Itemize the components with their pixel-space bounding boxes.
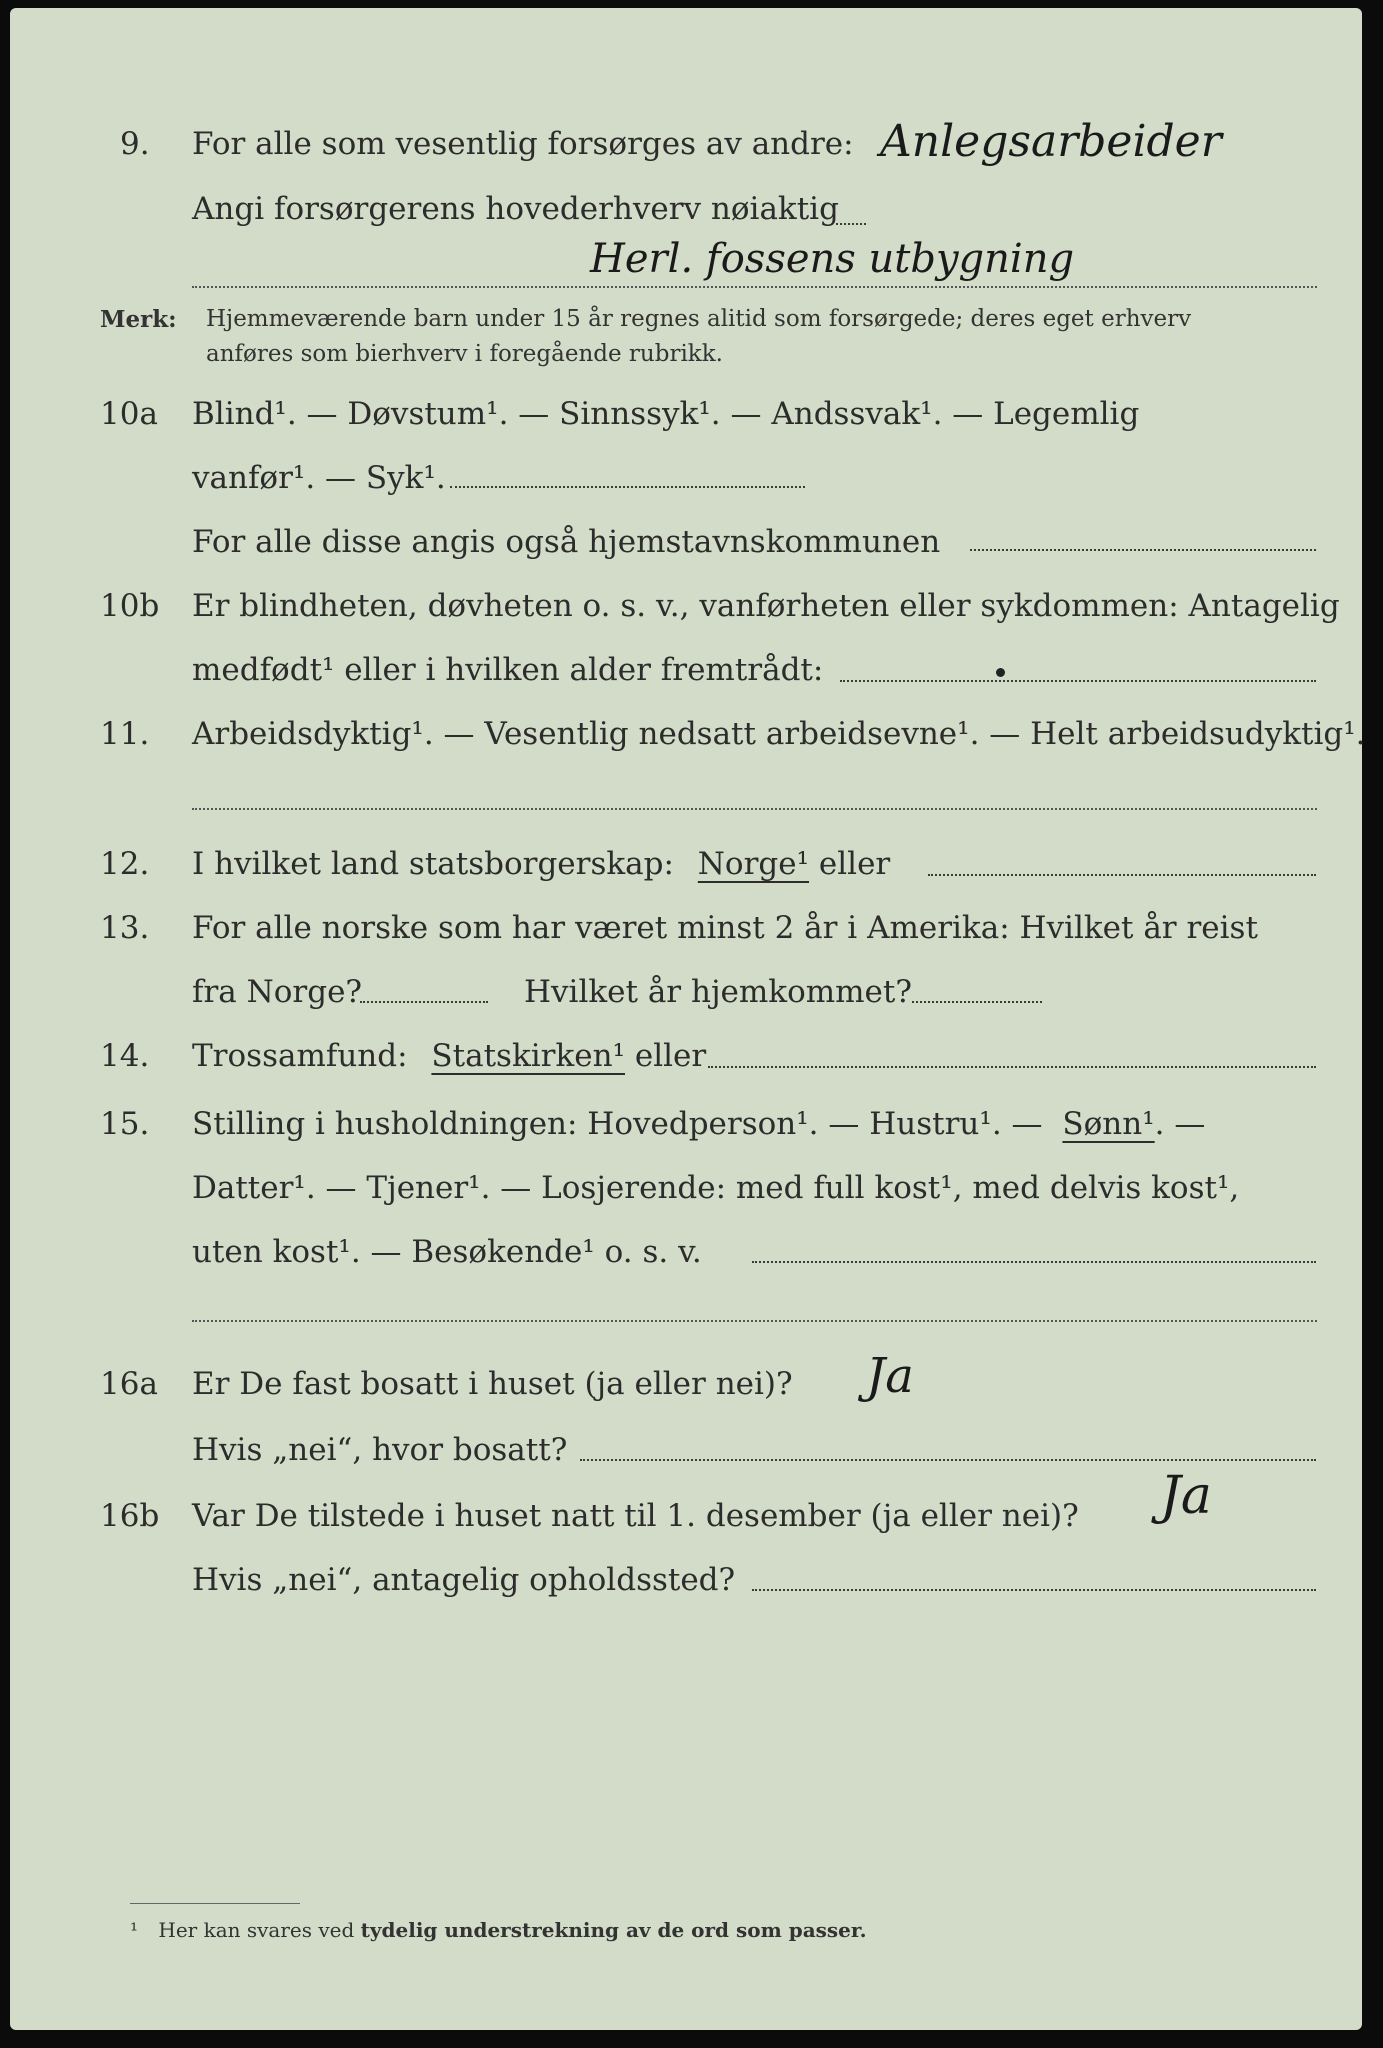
q15-row1	[192, 1106, 1205, 1142]
q10b-line1: Er blindheten, døvheten o. s. v., vanførheten eller sykdommen: Antagelig	[192, 588, 1340, 624]
q10b-line2: medfødt¹ eller i hvilken alder fremtrådt:	[192, 652, 824, 688]
q14-suffix: eller	[634, 1038, 707, 1074]
q16a-number: 16a	[100, 1366, 158, 1402]
q10a-kommune-dots	[970, 549, 1316, 551]
footnote-mark: ¹	[130, 1918, 139, 1942]
q13-number: 13.	[100, 910, 150, 946]
q16a-line1: Er De fast bosatt i huset (ja eller nei)?	[192, 1366, 793, 1402]
q12-suffix: eller	[818, 846, 891, 882]
q15-line1a: Stilling i husholdningen: Hovedperson¹. — Hustru¹. —	[192, 1106, 1043, 1142]
q16b-opphold-dots	[752, 1589, 1316, 1591]
ink-mark	[996, 668, 1005, 677]
q9-answer-occupation: Anlegsarbeider	[880, 116, 1222, 167]
q16b-line2: Hvis „nei“, antagelig opholdssted?	[192, 1562, 736, 1598]
q16a-line2: Hvis „nei“, hvor bosatt?	[192, 1432, 568, 1468]
q11-rule	[192, 808, 1317, 810]
q16b-number: 16b	[100, 1498, 160, 1534]
merk-label: Merk:	[100, 306, 177, 333]
q10a-number: 10a	[100, 396, 158, 432]
q9-line1: For alle som vesentlig forsørges av andre:	[192, 126, 854, 162]
q10a-line1: Blind¹. — Døvstum¹. — Sinnssyk¹. — Andssvak¹. — Legemlig	[192, 396, 1140, 432]
q10a-syk-dots	[450, 486, 805, 488]
q15-rule	[192, 1320, 1317, 1322]
q14-prefix: Trossamfund:	[192, 1038, 408, 1074]
q13-reist-dots	[360, 1001, 488, 1003]
q13-line2b: Hvilket år hjemkommet?	[524, 974, 912, 1010]
q12-number: 12.	[100, 846, 150, 882]
merk-line1: Hjemmeværende barn under 15 år regnes alitid som forsørgede; deres eget erhverv	[206, 306, 1192, 332]
q10a-line2: vanfør¹. — Syk¹.	[192, 460, 446, 496]
q13-hjem-dots	[912, 1001, 1042, 1003]
q16b-line1: Var De tilstede i huset natt til 1. desember (ja eller nei)?	[192, 1498, 1079, 1534]
q13-line2a: fra Norge?	[192, 974, 363, 1010]
q15-line2: Datter¹. — Tjener¹. — Losjerende: med full kost¹, med delvis kost¹,	[192, 1170, 1240, 1206]
q16a-bosatt-dots	[580, 1459, 1316, 1461]
q14-statskirken-underlined: Statskirken¹	[431, 1038, 625, 1074]
q15-sonn-underlined: Sønn¹	[1062, 1106, 1155, 1142]
q14-dots	[708, 1066, 1316, 1068]
q15-number: 15.	[100, 1106, 150, 1142]
q9-number: 9.	[120, 126, 150, 162]
q14-number: 14.	[100, 1038, 150, 1074]
q9-answer-employer: Herl. fossens utbygning	[590, 236, 1075, 282]
q12-row	[192, 846, 890, 882]
q11-line1: Arbeidsdyktig¹. — Vesentlig nedsatt arbeidsevne¹. — Helt arbeidsudyktig¹.	[192, 716, 1366, 752]
q15-dots	[752, 1261, 1316, 1263]
footnote-text-plain: Her kan svares ved	[158, 1918, 355, 1942]
footnote-rule	[130, 1903, 300, 1904]
q16a-answer: Ja	[866, 1348, 914, 1404]
q9-line2: Angi forsørgerens hovederhverv nøiaktig	[192, 191, 839, 227]
footnote-text-bold: tydelig understrekning av de ord som passer.	[360, 1918, 867, 1942]
q9-rule	[192, 286, 1317, 288]
q12-dots	[928, 874, 1316, 876]
q10b-alder-dots	[840, 680, 1316, 682]
q9-line2-dots	[836, 223, 866, 225]
q10b-number: 10b	[100, 588, 160, 624]
merk-line2: anføres som bierhverv i foregående rubrikk.	[206, 341, 723, 367]
q16b-answer: Ja	[1160, 1466, 1212, 1526]
footnote	[130, 1918, 867, 1942]
q12-prefix: I hvilket land statsborgerskap:	[192, 846, 674, 882]
q15-line1c: . —	[1154, 1106, 1206, 1142]
q13-line1: For alle norske som har været minst 2 år i Amerika: Hvilket år reist	[192, 910, 1258, 946]
q12-norge-underlined: Norge¹	[697, 846, 810, 882]
census-form-page	[10, 8, 1366, 2030]
q15-line3: uten kost¹. — Besøkende¹ o. s. v.	[192, 1234, 702, 1270]
q11-number: 11.	[100, 716, 150, 752]
q14-row	[192, 1038, 706, 1074]
q10a-line3: For alle disse angis også hjemstavnskommunen	[192, 524, 941, 560]
